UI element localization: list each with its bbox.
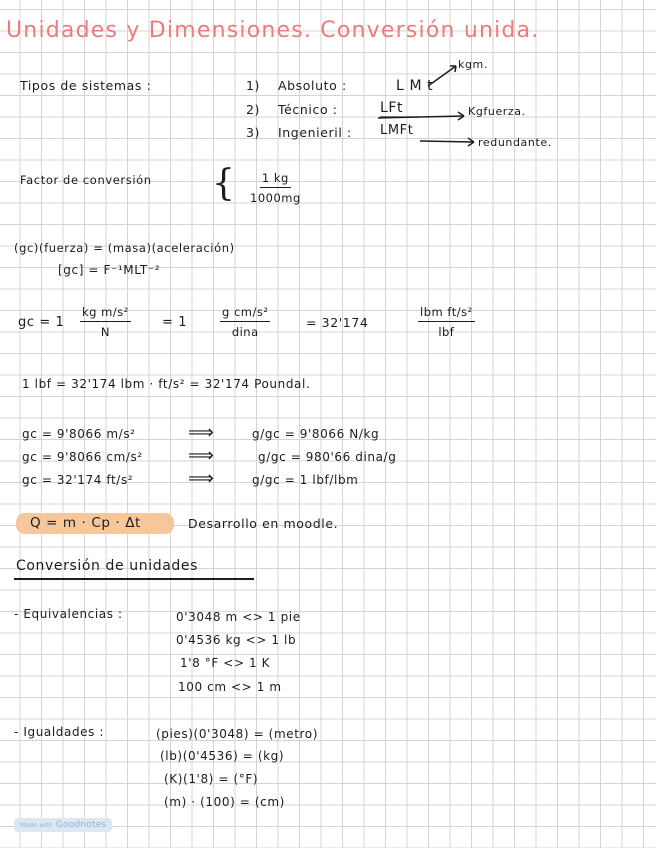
gc-def-line2: [gc] = F⁻¹MLT⁻² [58,263,161,277]
gc-eq-fraction-1 [80,305,131,339]
tipo-1-dims: L M t [396,78,434,94]
tipos-label: Tipos de sistemas : [20,78,152,93]
gc-row-2-right: g/gc = 980'66 dina/g [258,450,397,464]
implies-arrow-icon: ⟹ [188,468,215,489]
arrow-redundante-icon [420,138,474,146]
tipo-1-num: 1) [246,78,261,93]
gc-eq-lhs: gc = 1 [18,315,65,330]
gc-row-3-right: g/gc = 1 lbf/lbm [252,473,359,487]
watermark-small: Made with [20,822,53,829]
formula-text: Desarrollo en moodle. [188,516,339,531]
tipo-3-note: redundante. [478,136,552,149]
igualdad-3: (K)(1'8) = (°F) [164,772,259,786]
curly-brace-icon: { [212,163,235,204]
poundal-line: 1 lbf = 32'174 lbm · ft/s² = 32'174 Poundal. [22,377,311,391]
igualdades-label: - Igualdades : [14,725,105,739]
tipo-1-name: Absoluto : [278,78,347,93]
factor-den: 1000mg [250,191,301,205]
watermark-brand: Goodnotes [55,820,107,830]
gc-eq-fraction-3 [418,305,475,339]
factor-num: 1 kg [260,171,291,188]
gc-eq-fraction-2 [220,305,270,339]
factor-fraction [250,171,301,205]
tipo-2-num: 2) [246,102,261,117]
implies-arrow-icon: ⟹ [188,422,215,443]
equivalencias-label: - Equivalencias : [14,607,123,621]
tipo-3-num: 3) [246,125,261,140]
equivalencia-4: 100 cm <> 1 m [178,680,282,694]
igualdad-1: (pies)(0'3048) = (metro) [156,727,319,741]
tipo-1-note: kgm. [458,58,488,71]
gc-eq-f2-num: g cm/s² [220,305,270,322]
gc-eq-f2-den: dina [231,325,259,339]
title-underline [10,45,640,47]
gc-eq-f1-num: kg m/s² [80,305,131,322]
factor-label: Factor de conversión [20,173,152,187]
equivalencia-3: 1'8 °F <> 1 K [180,656,271,670]
implies-arrow-icon: ⟹ [188,445,215,466]
igualdad-4: (m) · (100) = (cm) [164,795,285,809]
igualdad-2: (lb)(0'4536) = (kg) [160,749,285,763]
goodnotes-watermark [14,818,112,832]
heading-underline [14,578,254,580]
equivalencia-2: 0'4536 kg <> 1 lb [176,633,297,647]
gc-eq-f3-den: lbf [438,325,455,339]
gc-eq-mid1: = 1 [162,315,188,330]
gc-eq-f1-den: N [100,325,110,339]
tipo-2-note: Kgfuerza. [468,105,526,118]
gc-eq-mid2: = 32'174 [306,315,369,330]
gc-row-1-right: g/gc = 9'8066 N/kg [252,427,380,441]
equivalencia-1: 0'3048 m <> 1 pie [176,610,301,624]
gc-row-1-left: gc = 9'8066 m/s² [22,427,136,441]
gc-eq-f3-num: lbm ft/s² [418,305,475,322]
gc-def-line1: (gc)(fuerza) = (masa)(aceleración) [14,241,235,255]
gc-row-3-left: gc = 32'174 ft/s² [22,473,134,487]
tipo-2-name: Técnico : [278,102,338,117]
tipo-3-dims: LMFt [380,123,414,138]
conversion-heading: Conversión de unidades [16,558,198,574]
tipo-2-dims: LFt [380,100,404,116]
tipo-3-name: Ingenieril : [278,125,352,140]
formula-highlighted: Q = m · Cp · Δt [30,515,141,531]
page-title: Unidades y Dimensiones. Conversión unida. [6,18,540,43]
gc-row-2-left: gc = 9'8066 cm/s² [22,450,143,464]
